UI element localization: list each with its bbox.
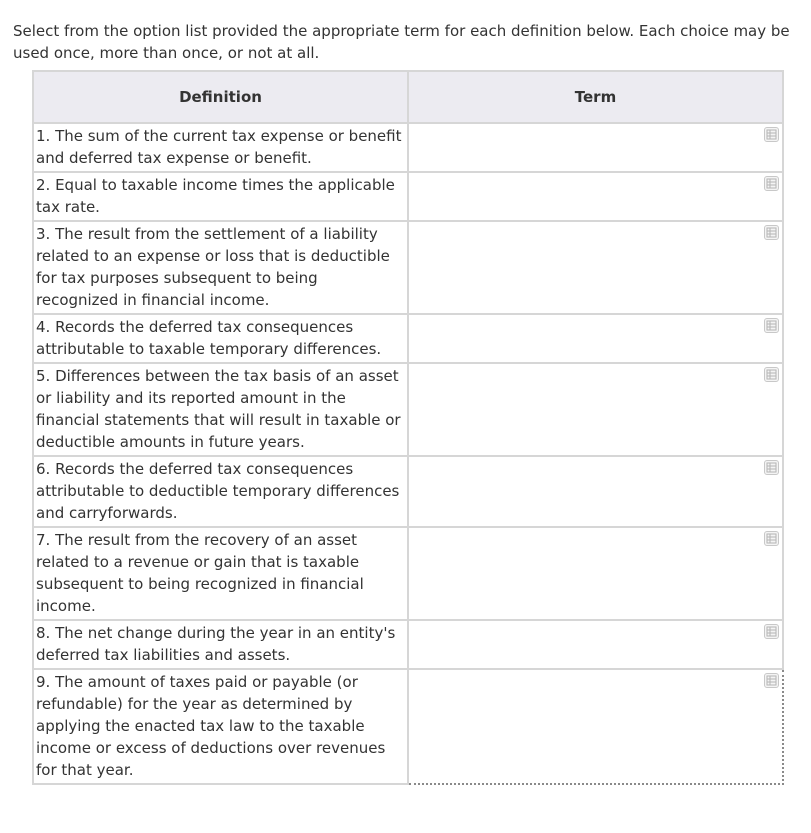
list-picker-icon[interactable] bbox=[764, 225, 779, 240]
term-cell[interactable] bbox=[408, 363, 783, 456]
definition-header: Definition bbox=[33, 71, 408, 123]
definition-cell: 2. Equal to taxable income times the applicable tax rate. bbox=[33, 172, 408, 221]
definition-cell: 5. Differences between the tax basis of an asset or liability and its reported amount in the financial statements that will result in taxable or deductible amounts in future years. bbox=[33, 363, 408, 456]
instructions-text: Select from the option list provided the appropriate term for each definition below. Each choice may be used once, more than once, or not at all. bbox=[13, 22, 790, 62]
table-row bbox=[33, 456, 783, 527]
header-row bbox=[33, 71, 783, 123]
term-header: Term bbox=[408, 71, 783, 123]
table-row bbox=[33, 172, 783, 221]
definition-term-table bbox=[32, 70, 784, 785]
term-cell[interactable] bbox=[408, 123, 783, 172]
definition-cell: 4. Records the deferred tax consequences attributable to taxable temporary differences. bbox=[33, 314, 408, 363]
definition-cell: 7. The result from the recovery of an asset related to a revenue or gain that is taxable subsequent to being recognized in financial income. bbox=[33, 527, 408, 620]
table-row bbox=[33, 527, 783, 620]
list-picker-icon[interactable] bbox=[764, 673, 779, 688]
list-picker-icon[interactable] bbox=[764, 624, 779, 639]
definition-cell: 9. The amount of taxes paid or payable (or refundable) for the year as determined by applying the enacted tax law to the taxable income or excess of deductions over revenues for that year. bbox=[33, 669, 408, 784]
table-row bbox=[33, 669, 783, 784]
term-cell[interactable] bbox=[408, 221, 783, 314]
definition-cell: 3. The result from the settlement of a liability related to an expense or loss that is deductible for tax purposes subsequent to being recognized in financial income. bbox=[33, 221, 408, 314]
term-cell[interactable] bbox=[408, 456, 783, 527]
list-picker-icon[interactable] bbox=[764, 127, 779, 142]
term-cell[interactable] bbox=[408, 172, 783, 221]
list-picker-icon[interactable] bbox=[764, 318, 779, 333]
list-picker-icon[interactable] bbox=[764, 531, 779, 546]
list-picker-icon[interactable] bbox=[764, 367, 779, 382]
definition-cell: 6. Records the deferred tax consequences attributable to deductible temporary differences and carryforwards. bbox=[33, 456, 408, 527]
table-row bbox=[33, 314, 783, 363]
term-cell[interactable] bbox=[408, 314, 783, 363]
table-row bbox=[33, 123, 783, 172]
table-row bbox=[33, 363, 783, 456]
table-row bbox=[33, 221, 783, 314]
term-cell[interactable] bbox=[408, 669, 783, 784]
definition-cell: 1. The sum of the current tax expense or benefit and deferred tax expense or benefit. bbox=[33, 123, 408, 172]
table-row bbox=[33, 620, 783, 669]
list-picker-icon[interactable] bbox=[764, 176, 779, 191]
definition-cell: 8. The net change during the year in an entity's deferred tax liabilities and assets. bbox=[33, 620, 408, 669]
list-picker-icon[interactable] bbox=[764, 460, 779, 475]
term-cell[interactable] bbox=[408, 620, 783, 669]
term-cell[interactable] bbox=[408, 527, 783, 620]
